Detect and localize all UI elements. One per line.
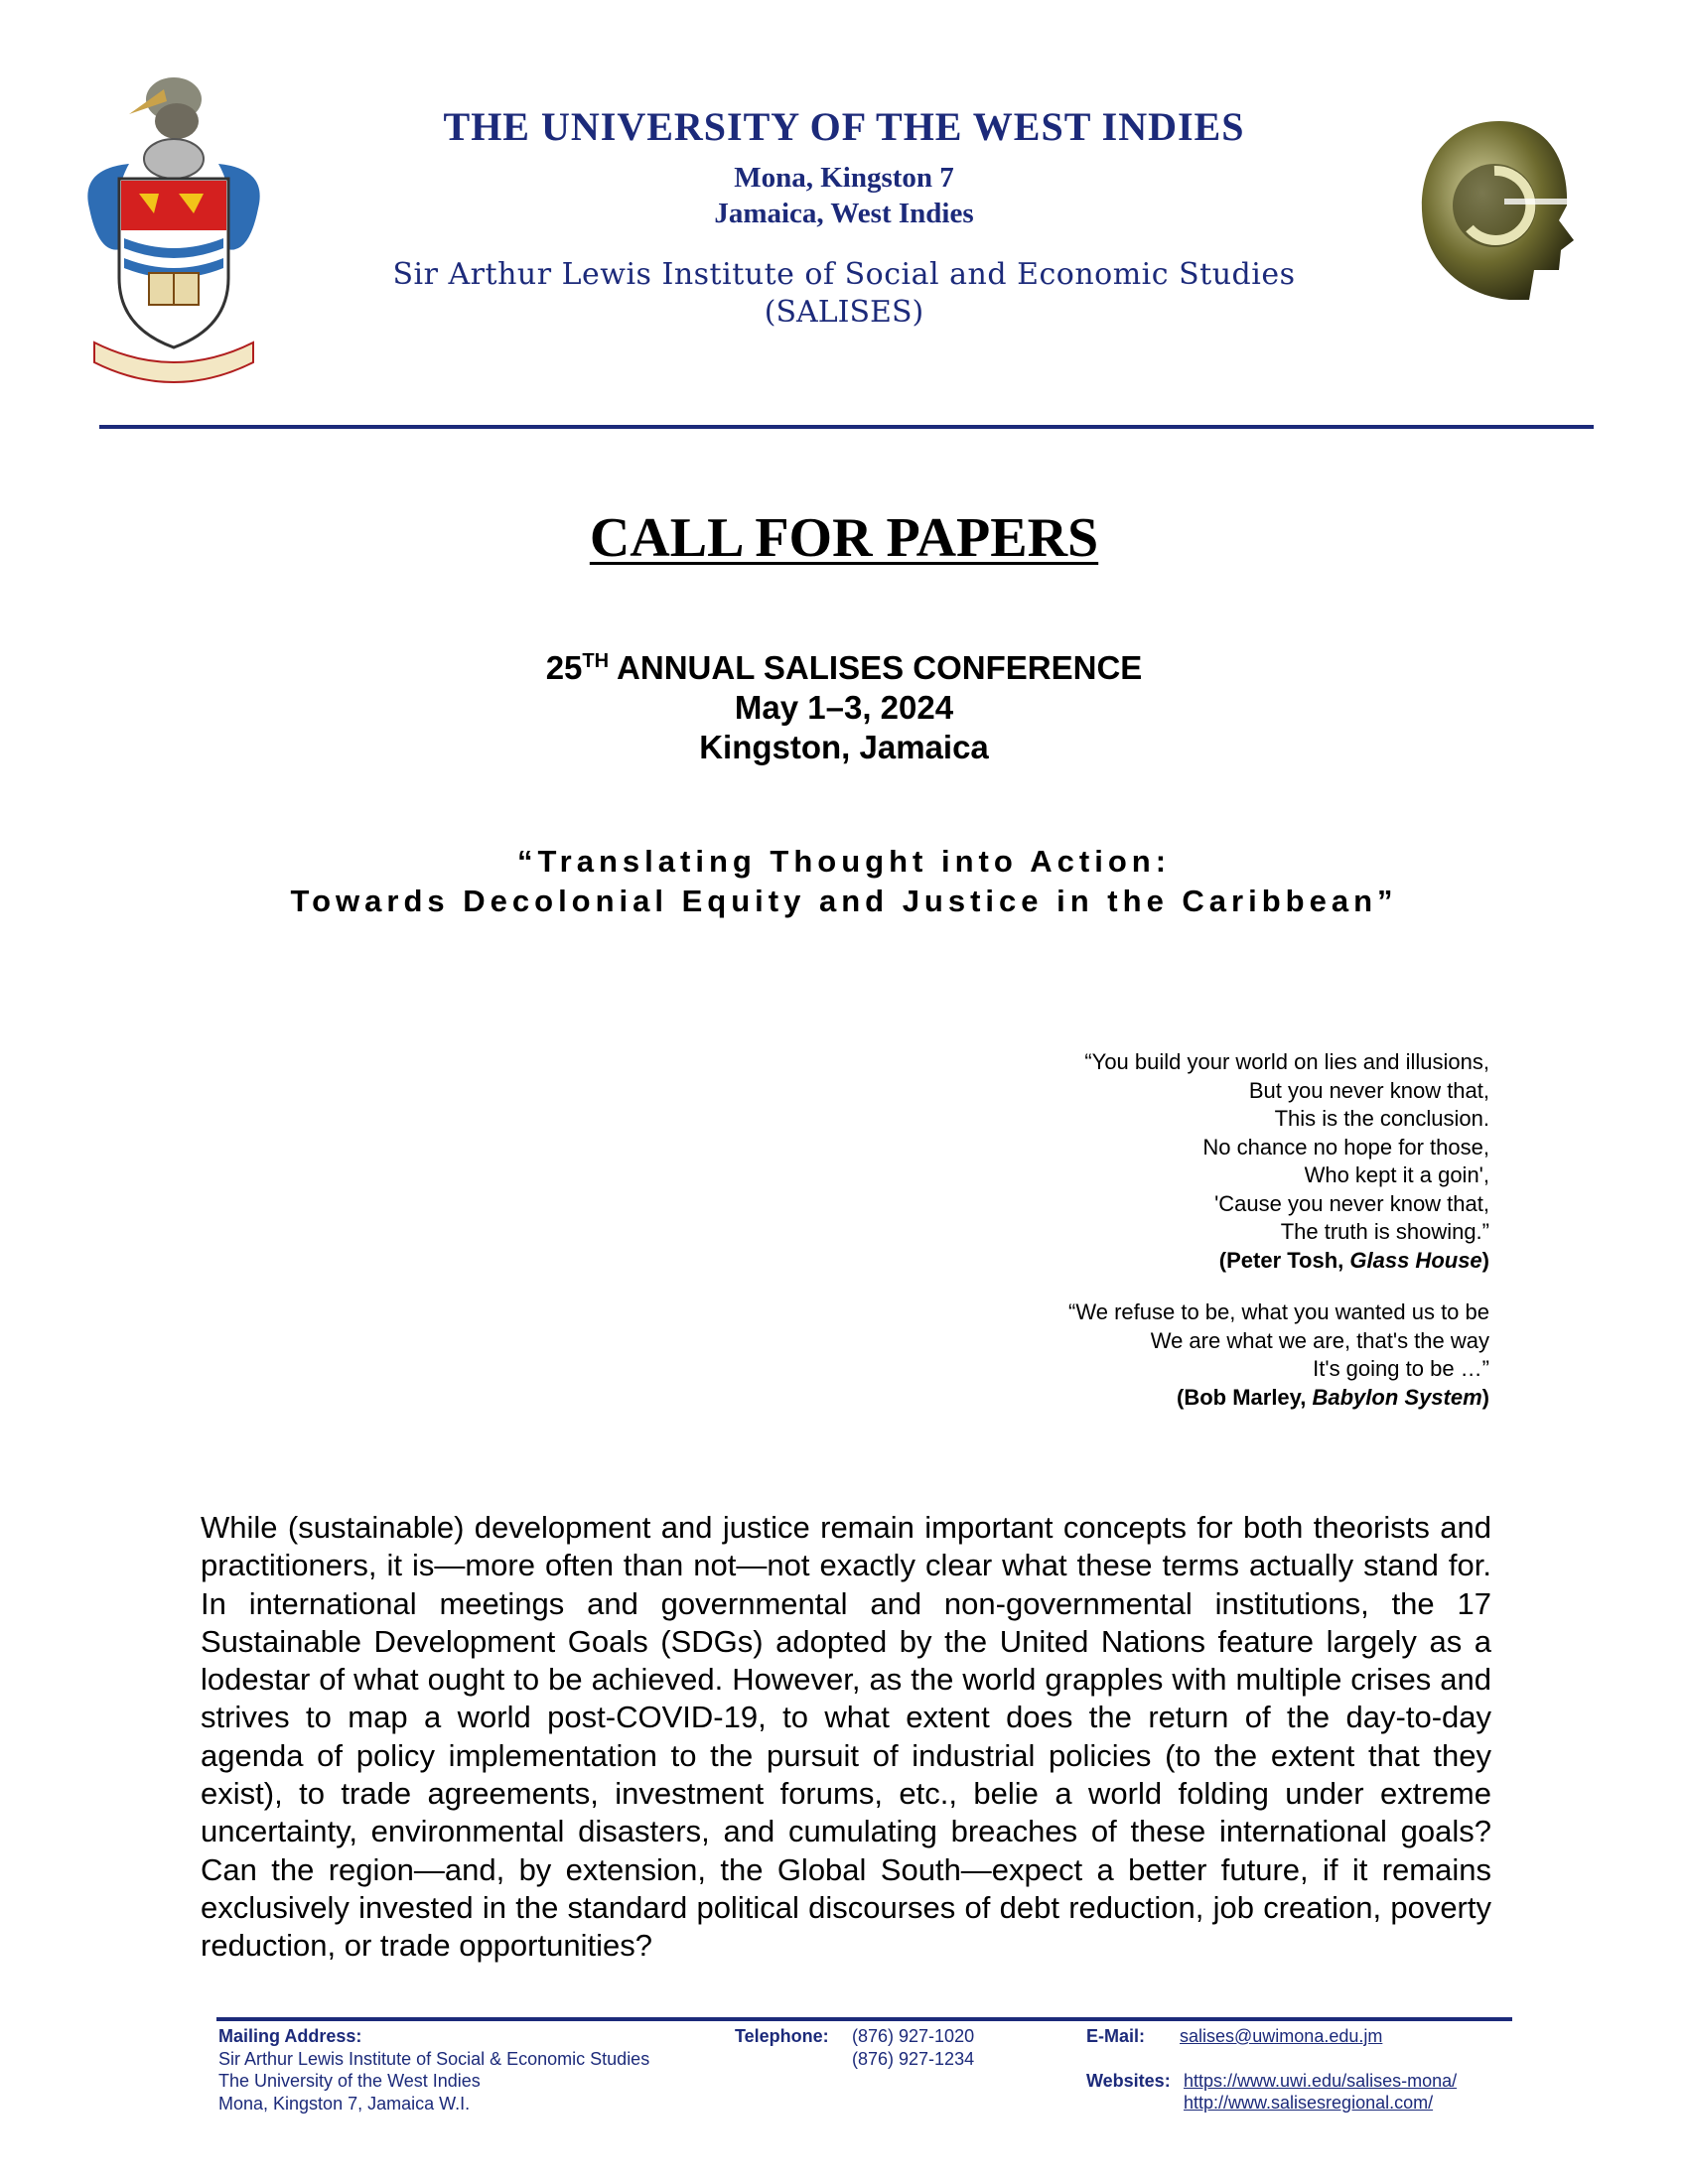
header-divider — [99, 425, 1594, 429]
quote-line: But you never know that, — [1248, 1077, 1489, 1103]
telephone-number: (876) 927-1234 — [852, 2048, 975, 2069]
email-link[interactable]: salises@uwimona.edu.jm — [1180, 2026, 1383, 2046]
page-title: CALL FOR PAPERS — [589, 507, 1099, 569]
quote-attribution: (Peter Tosh, Glass House) — [1218, 1247, 1489, 1273]
quote-line: No chance no hope for those, — [1202, 1134, 1489, 1160]
conference-place: Kingston, Jamaica — [699, 729, 989, 765]
salises-head-logo — [1410, 111, 1584, 310]
university-location-line-1: Mona, Kingston 7 — [734, 162, 954, 194]
quote-author: Peter Tosh — [1226, 1247, 1338, 1273]
quote-line: This is the conclusion. — [1274, 1106, 1489, 1131]
quote-attribution: (Bob Marley, Babylon System) — [1176, 1384, 1489, 1410]
email-label: E-Mail: — [1086, 2026, 1146, 2046]
quote-author: Bob Marley — [1184, 1384, 1301, 1410]
mailing-line: The University of the West Indies — [218, 2071, 481, 2091]
quote-work: Glass House — [1349, 1247, 1482, 1273]
website-link[interactable]: http://www.salisesregional.com/ — [1184, 2093, 1434, 2113]
website-link[interactable]: https://www.uwi.edu/salises-mona/ — [1184, 2071, 1458, 2091]
mailing-line: Mona, Kingston 7, Jamaica W.I. — [218, 2093, 471, 2114]
quote-line: The truth is showing.” — [1280, 1219, 1489, 1244]
institute-abbreviation: (SALISES) — [764, 295, 924, 330]
quote-line: “We refuse to be, what you wanted us to be — [1068, 1299, 1489, 1324]
conference-ordinal-number: 25 — [545, 649, 583, 686]
university-location-line-2: Jamaica, West Indies — [714, 198, 974, 229]
uwi-crest-logo — [70, 60, 278, 387]
conference-title — [0, 649, 1688, 687]
quote-line: “You build your world on lies and illusions, — [1084, 1049, 1489, 1074]
telephone-number: (876) 927-1020 — [852, 2026, 975, 2046]
quote-line: Who kept it a goin', — [1304, 1162, 1489, 1187]
mailing-label: Mailing Address: — [218, 2026, 362, 2046]
epigraph-quote — [794, 1048, 1489, 1275]
mailing-line: Sir Arthur Lewis Institute of Social & Economic Studies — [218, 2048, 650, 2069]
institute-name: Sir Arthur Lewis Institute of Social and Economic Studies — [392, 257, 1296, 292]
body-paragraph: While (sustainable) development and justice remain important concepts for both theorists and practitioners, it is—more often than not—not exactly clear what these terms actually stand for. In international meetings and governmental and non-governmental institutions, the 17 Sustainable Development Goals (SDGs) adopted by the United Nations feature largely as a lodestar of what ought to be achieved. However, as the world grapples with multiple crises and strives to map a world post-COVID-19, to what extent does the return of the day-to-day agenda of policy implementation to the pursuit of industrial policies (to the extent that they exist), to trade agreements, investment forums, etc., belie a world folding under extreme uncertainty, environmental disasters, and cumulating breaches of these international goals? Can the region—and, by extension, the Global South—expect a better future, if it remains exclusively invested in the standard political discourses of debt reduction, job creation, poverty reduction, or trade opportunities? — [201, 1510, 1491, 1964]
conference-dates: May 1–3, 2024 — [734, 689, 954, 726]
footer-mailing-address — [218, 2025, 735, 2115]
theme-line-2: Towards Decolonial Equity and Justice in the Caribbean” — [290, 884, 1398, 918]
university-name: THE UNIVERSITY OF THE WEST INDIES — [443, 104, 1245, 149]
quote-line: 'Cause you never know that, — [1214, 1190, 1489, 1216]
telephone-label: Telephone: — [735, 2026, 829, 2046]
conference-name: ANNUAL SALISES CONFERENCE — [617, 649, 1143, 686]
theme-line-1: “Translating Thought into Action: — [516, 844, 1172, 879]
quote-line: We are what we are, that's the way — [1150, 1327, 1489, 1353]
websites-label: Websites: — [1086, 2071, 1171, 2091]
conference-ordinal-suffix: TH — [582, 650, 610, 672]
quote-line: It's going to be …” — [1313, 1356, 1489, 1381]
quote-work: Babylon System — [1312, 1384, 1482, 1410]
footer-telephones — [852, 2025, 974, 2070]
epigraph-quote — [794, 1298, 1489, 1412]
footer-divider — [216, 2017, 1512, 2021]
